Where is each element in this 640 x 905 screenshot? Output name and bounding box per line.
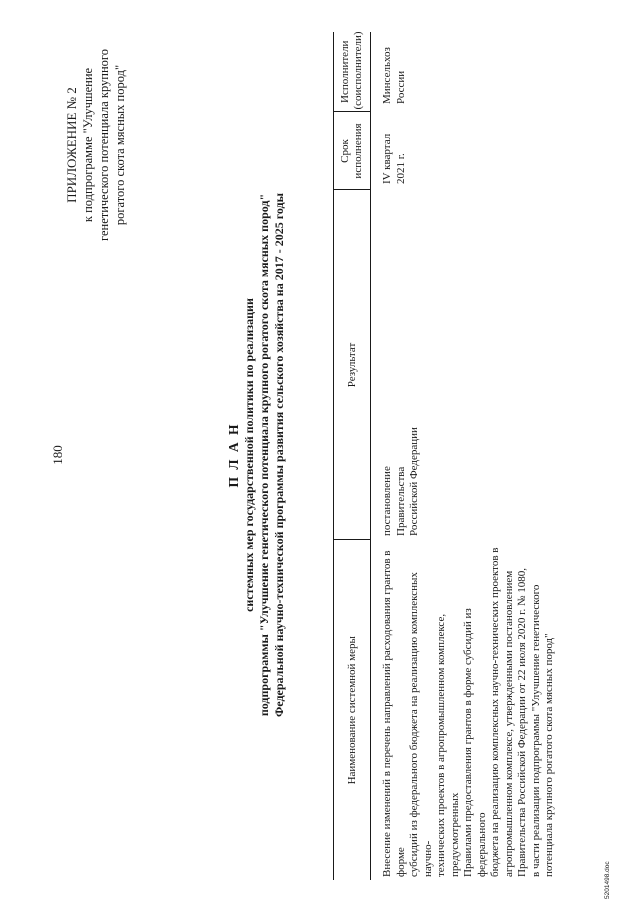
appendix-title: ПРИЛОЖЕНИЕ № 2	[64, 87, 79, 203]
document-code: 5201498.doc	[604, 861, 611, 899]
text-line: Правительства	[394, 466, 407, 536]
cell-deadline	[371, 112, 557, 190]
appendix-heading	[64, 30, 128, 260]
cell-result	[371, 190, 557, 540]
text-line: 2021 г.	[394, 153, 407, 184]
header-executors-line: Исполнители	[339, 40, 351, 103]
text-line: Внесение изменений в перечень направлений расходования грантов в форме	[381, 550, 407, 877]
text-line: потенциала крупного рогатого скота мясных пород"	[543, 633, 555, 877]
plan-heading	[226, 105, 287, 805]
header-measure-name: Наименование системной меры	[334, 540, 371, 880]
text-line: Российской Федерации	[408, 427, 420, 536]
header-deadline-line: Срок	[339, 139, 351, 163]
header-deadline	[334, 112, 371, 190]
text-line: в части реализации подпрограммы "Улучшение генетического	[529, 584, 542, 877]
plan-subtitle-line: Федеральной научно-технической программы развития сельского хозяйства на 2017 - 2025 годы	[272, 193, 286, 717]
text-line: постановление	[381, 466, 393, 536]
text-line: агропромышленном комплексе, утвержденными постановлением	[502, 570, 515, 877]
appendix-line: к подпрограмме "Улучшение	[81, 67, 95, 223]
page-number: 180	[50, 445, 65, 465]
text-line: Правилами предоставления грантов в форме субсидий из федерального	[462, 608, 488, 877]
header-deadline-line: исполнения	[352, 123, 364, 179]
measures-table	[333, 32, 557, 880]
text-line: Минсельхоз	[381, 47, 393, 104]
text-line: Правительства Российской Федерации от 22 июля 2020 г. № 1080,	[516, 568, 528, 877]
text-line: IV квартал	[381, 133, 393, 184]
appendix-line: рогатого скота мясных пород"	[113, 64, 127, 226]
table-header-row	[334, 32, 371, 880]
header-executors	[334, 32, 371, 112]
plan-subtitle-line: системных мер государственной политики по реализации	[242, 298, 256, 612]
cell-measure-name	[371, 540, 557, 880]
text-line: субсидий из федерального бюджета на реализацию комплексных научно-	[408, 572, 434, 877]
plan-subtitle-line: подпрограммы "Улучшение генетического потенциала крупного рогатого скота мясных пород"	[257, 193, 271, 717]
table-row	[371, 32, 557, 880]
text-line: России	[394, 70, 407, 104]
appendix-line: генетического потенциала крупного	[97, 49, 111, 241]
header-executors-line: (соисполнители)	[352, 31, 364, 110]
text-line: технических проектов в агропромышленном комплексе, предусмотренных	[435, 613, 461, 877]
cell-executors	[371, 32, 557, 112]
plan-title: П Л А Н	[226, 422, 241, 488]
header-result: Результат	[334, 190, 371, 540]
text-line: бюджета на реализацию комплексных научно-технических проектов в	[489, 547, 501, 877]
